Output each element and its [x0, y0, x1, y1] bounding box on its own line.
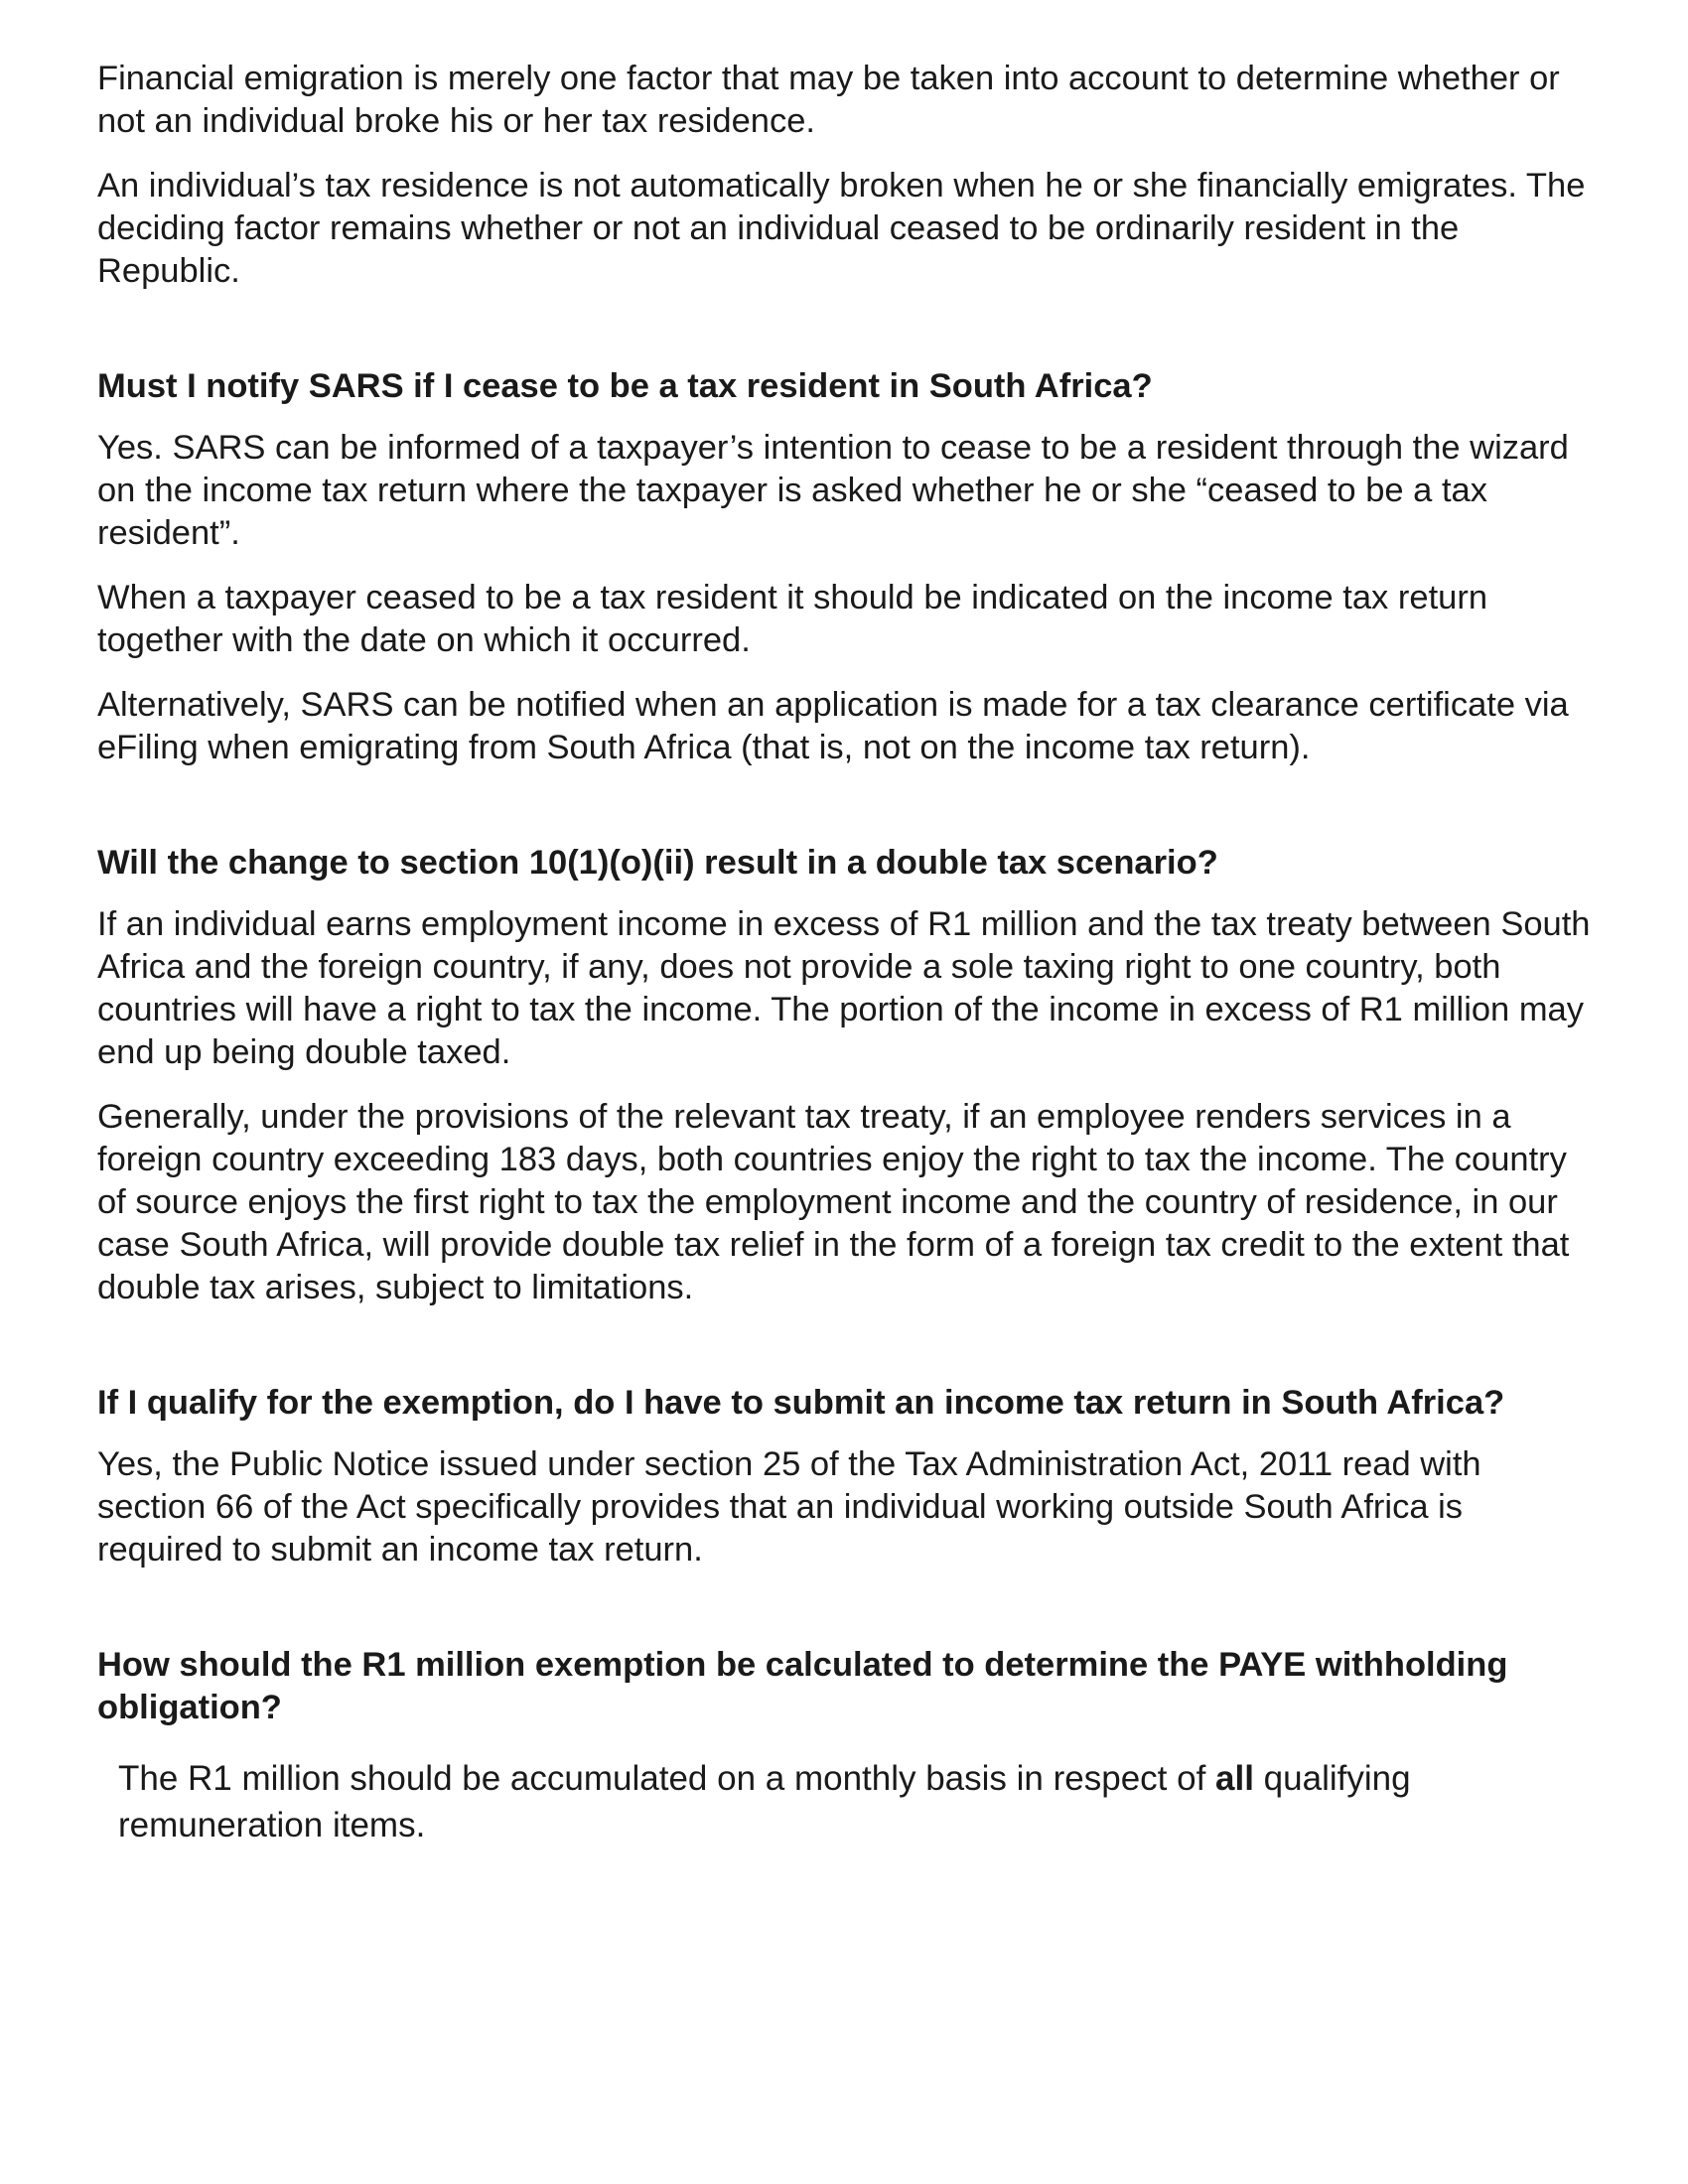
document-page — [97, 58, 1597, 1848]
section-heading-double-tax: Will the change to section 10(1)(o)(ii) result in a double tax scenario? — [97, 844, 1218, 882]
paye-text-after: qualifying remuneration items. — [118, 1759, 1411, 1844]
paye-text-emphasis: all — [1215, 1759, 1254, 1798]
paye-calculation-paragraph-1 — [97, 1755, 1597, 1848]
section-heading-submit-return: If I qualify for the exemption, do I have to submit an income tax return in South Africa? — [97, 1384, 1505, 1422]
submit-return-paragraph-1: Yes, the Public Notice issued under section 25 of the Tax Administration Act, 2011 read with section 66 of the Act specifically provides that an individual working outside South Africa is required to submit an income tax return. — [97, 1445, 1481, 1569]
section-heading-notify-sars: Must I notify SARS if I cease to be a tax resident in South Africa? — [97, 367, 1153, 405]
notify-sars-paragraph-3: Alternatively, SARS can be notified when an application is made for a tax clearance certificate via eFiling when emigrating from South Africa (that is, not on the income tax return). — [97, 686, 1569, 766]
notify-sars-paragraph-1: Yes. SARS can be informed of a taxpayer’s intention to cease to be a resident through the wizard on the income tax return where the taxpayer is asked whether he or she “ceased to be a tax resident”. — [97, 429, 1569, 552]
intro-paragraph-1: Financial emigration is merely one factor that may be taken into account to determine whether or not an individual broke his or her tax residence. — [97, 60, 1560, 140]
double-tax-paragraph-1: If an individual earns employment income in excess of R1 million and the tax treaty between South Africa and the foreign country, if any, does not provide a sole taxing right to one country, both countries will have a right to tax the income. The portion of the income in excess of R1 million may end up being double taxed. — [97, 905, 1591, 1071]
notify-sars-paragraph-2: When a taxpayer ceased to be a tax resident it should be indicated on the income tax return together with the date on which it occurred. — [97, 579, 1488, 659]
paye-text-before: The R1 million should be accumulated on a monthly basis in respect of — [118, 1759, 1216, 1798]
double-tax-paragraph-2: Generally, under the provisions of the relevant tax treaty, if an employee renders services in a foreign country exceeding 183 days, both countries enjoy the right to tax the income. The country of source enjoys the first right to tax the employment income and the country of residence, in our case South Africa, will provide double tax relief in the form of a foreign tax credit to the extent that double tax arises, subject to limitations. — [97, 1098, 1570, 1306]
section-heading-paye-calculation: How should the R1 million exemption be calculated to determine the PAYE withholding obligation? — [97, 1646, 1508, 1726]
intro-paragraph-2: An individual’s tax residence is not automatically broken when he or she financially emigrates. The deciding factor remains whether or not an individual ceased to be ordinarily resident in the Republic. — [97, 167, 1586, 290]
